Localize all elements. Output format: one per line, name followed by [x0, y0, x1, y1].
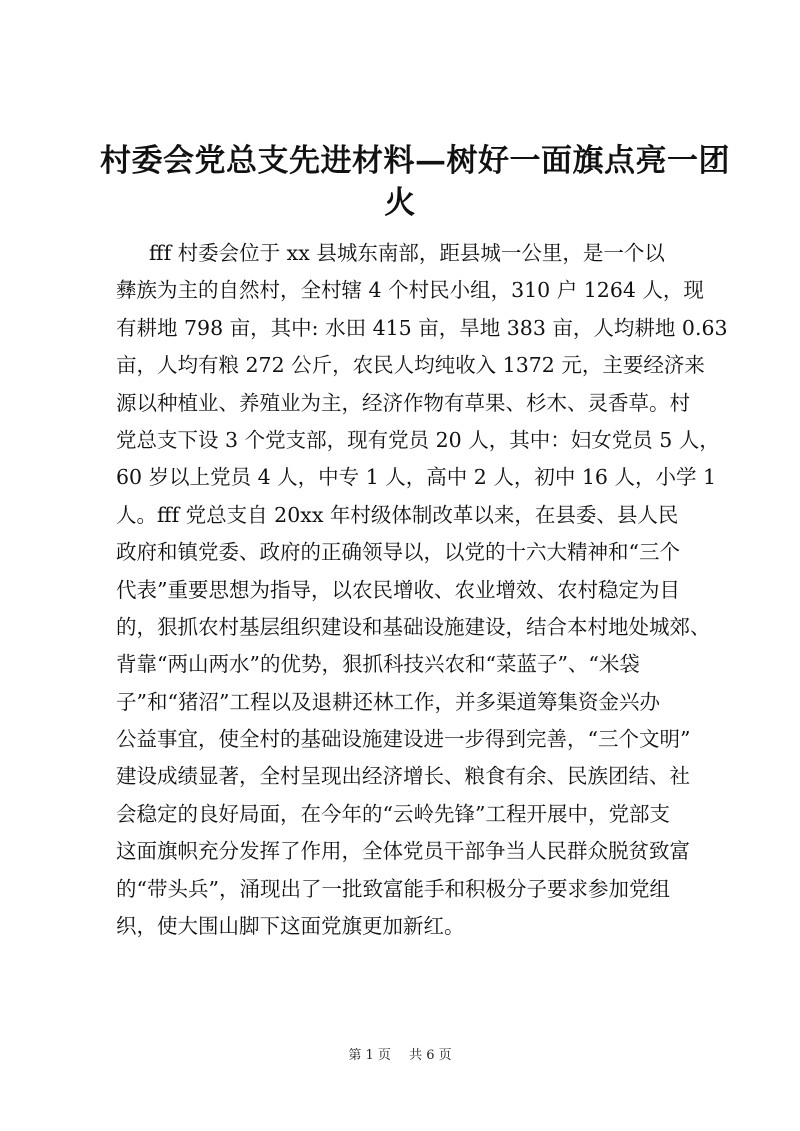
body-line: 源以种植业、养殖业为主，经济作物有草果、杉木、灵香草。村: [116, 390, 690, 415]
body-line: 会稳定的良好局面，在今年的“云岭先锋”工程开展中，党部支: [116, 801, 670, 826]
body-line: 60 岁以上党员 4 人，中专 1 人，高中 2 人，初中 16 人，小学 1: [116, 465, 717, 490]
body-line: 有耕地 798 亩，其中: 水田 415 亩，旱地 383 亩，人均耕地 0.63: [116, 315, 728, 340]
page-number: 第 1 页: [348, 1048, 391, 1063]
body-line: fff 村委会位于 xx 县城东南部，距县城一公里，是一个以: [149, 241, 665, 265]
body-line: 彝族为主的自然村，全村辖 4 个村民小组，310 户 1264 人，现: [116, 278, 704, 303]
title-line-2: 火: [384, 185, 416, 221]
body-line: 的，狠抓农村基层组织建设和基础设施建设，结合本村地处城郊、: [116, 614, 711, 639]
body-line: 的“带头兵”，涌现出了一批致富能手和积极分子要求参加党组: [116, 876, 670, 901]
body-line: 织，使大围山脚下这面党旗更加新红。: [116, 914, 465, 939]
body-line: 这面旗帜充分发挥了作用，全体党员干部争当人民群众脱贫致富: [116, 839, 690, 864]
body-line: 党总支下设 3 个党支部，现有党员 20 人，其中：妇女党员 5 人，: [116, 427, 720, 452]
page-footer: [0, 1047, 800, 1065]
body-line: 子”和“猪沼”工程以及退耕还林工作，并多渠道筹集资金兴办: [116, 689, 660, 714]
document-title: [100, 140, 730, 224]
page-total: 共 6 页: [409, 1048, 452, 1063]
body-line: 公益事宜，使全村的基础设施建设进一步得到完善，“三个文明”: [116, 727, 691, 752]
body-line: 代表”重要思想为指导，以农民增收、农业增效、农村稳定为目: [116, 577, 680, 602]
body-paragraph: [116, 235, 728, 945]
body-line: 亩，人均有粮 272 公斤，农民人均纯收入 1372 元，主要经济来: [116, 353, 705, 378]
body-line: 建设成绩显著，全村呈现出经济增长、粮食有余、民族团结、社: [116, 764, 690, 789]
body-line: 背靠“两山两水”的优势，狠抓科技兴农和“菜蓝子”、“米袋: [116, 652, 640, 677]
body-line: 政府和镇党委、政府的正确领导以，以党的十六大精神和“三个: [116, 540, 680, 565]
body-line: 人。fff 党总支自 20xx 年村级体制改革以来，在县委、县人民: [116, 502, 679, 527]
title-line-1: 村委会党总支先进材料—树好一面旗点亮一团: [100, 143, 730, 179]
